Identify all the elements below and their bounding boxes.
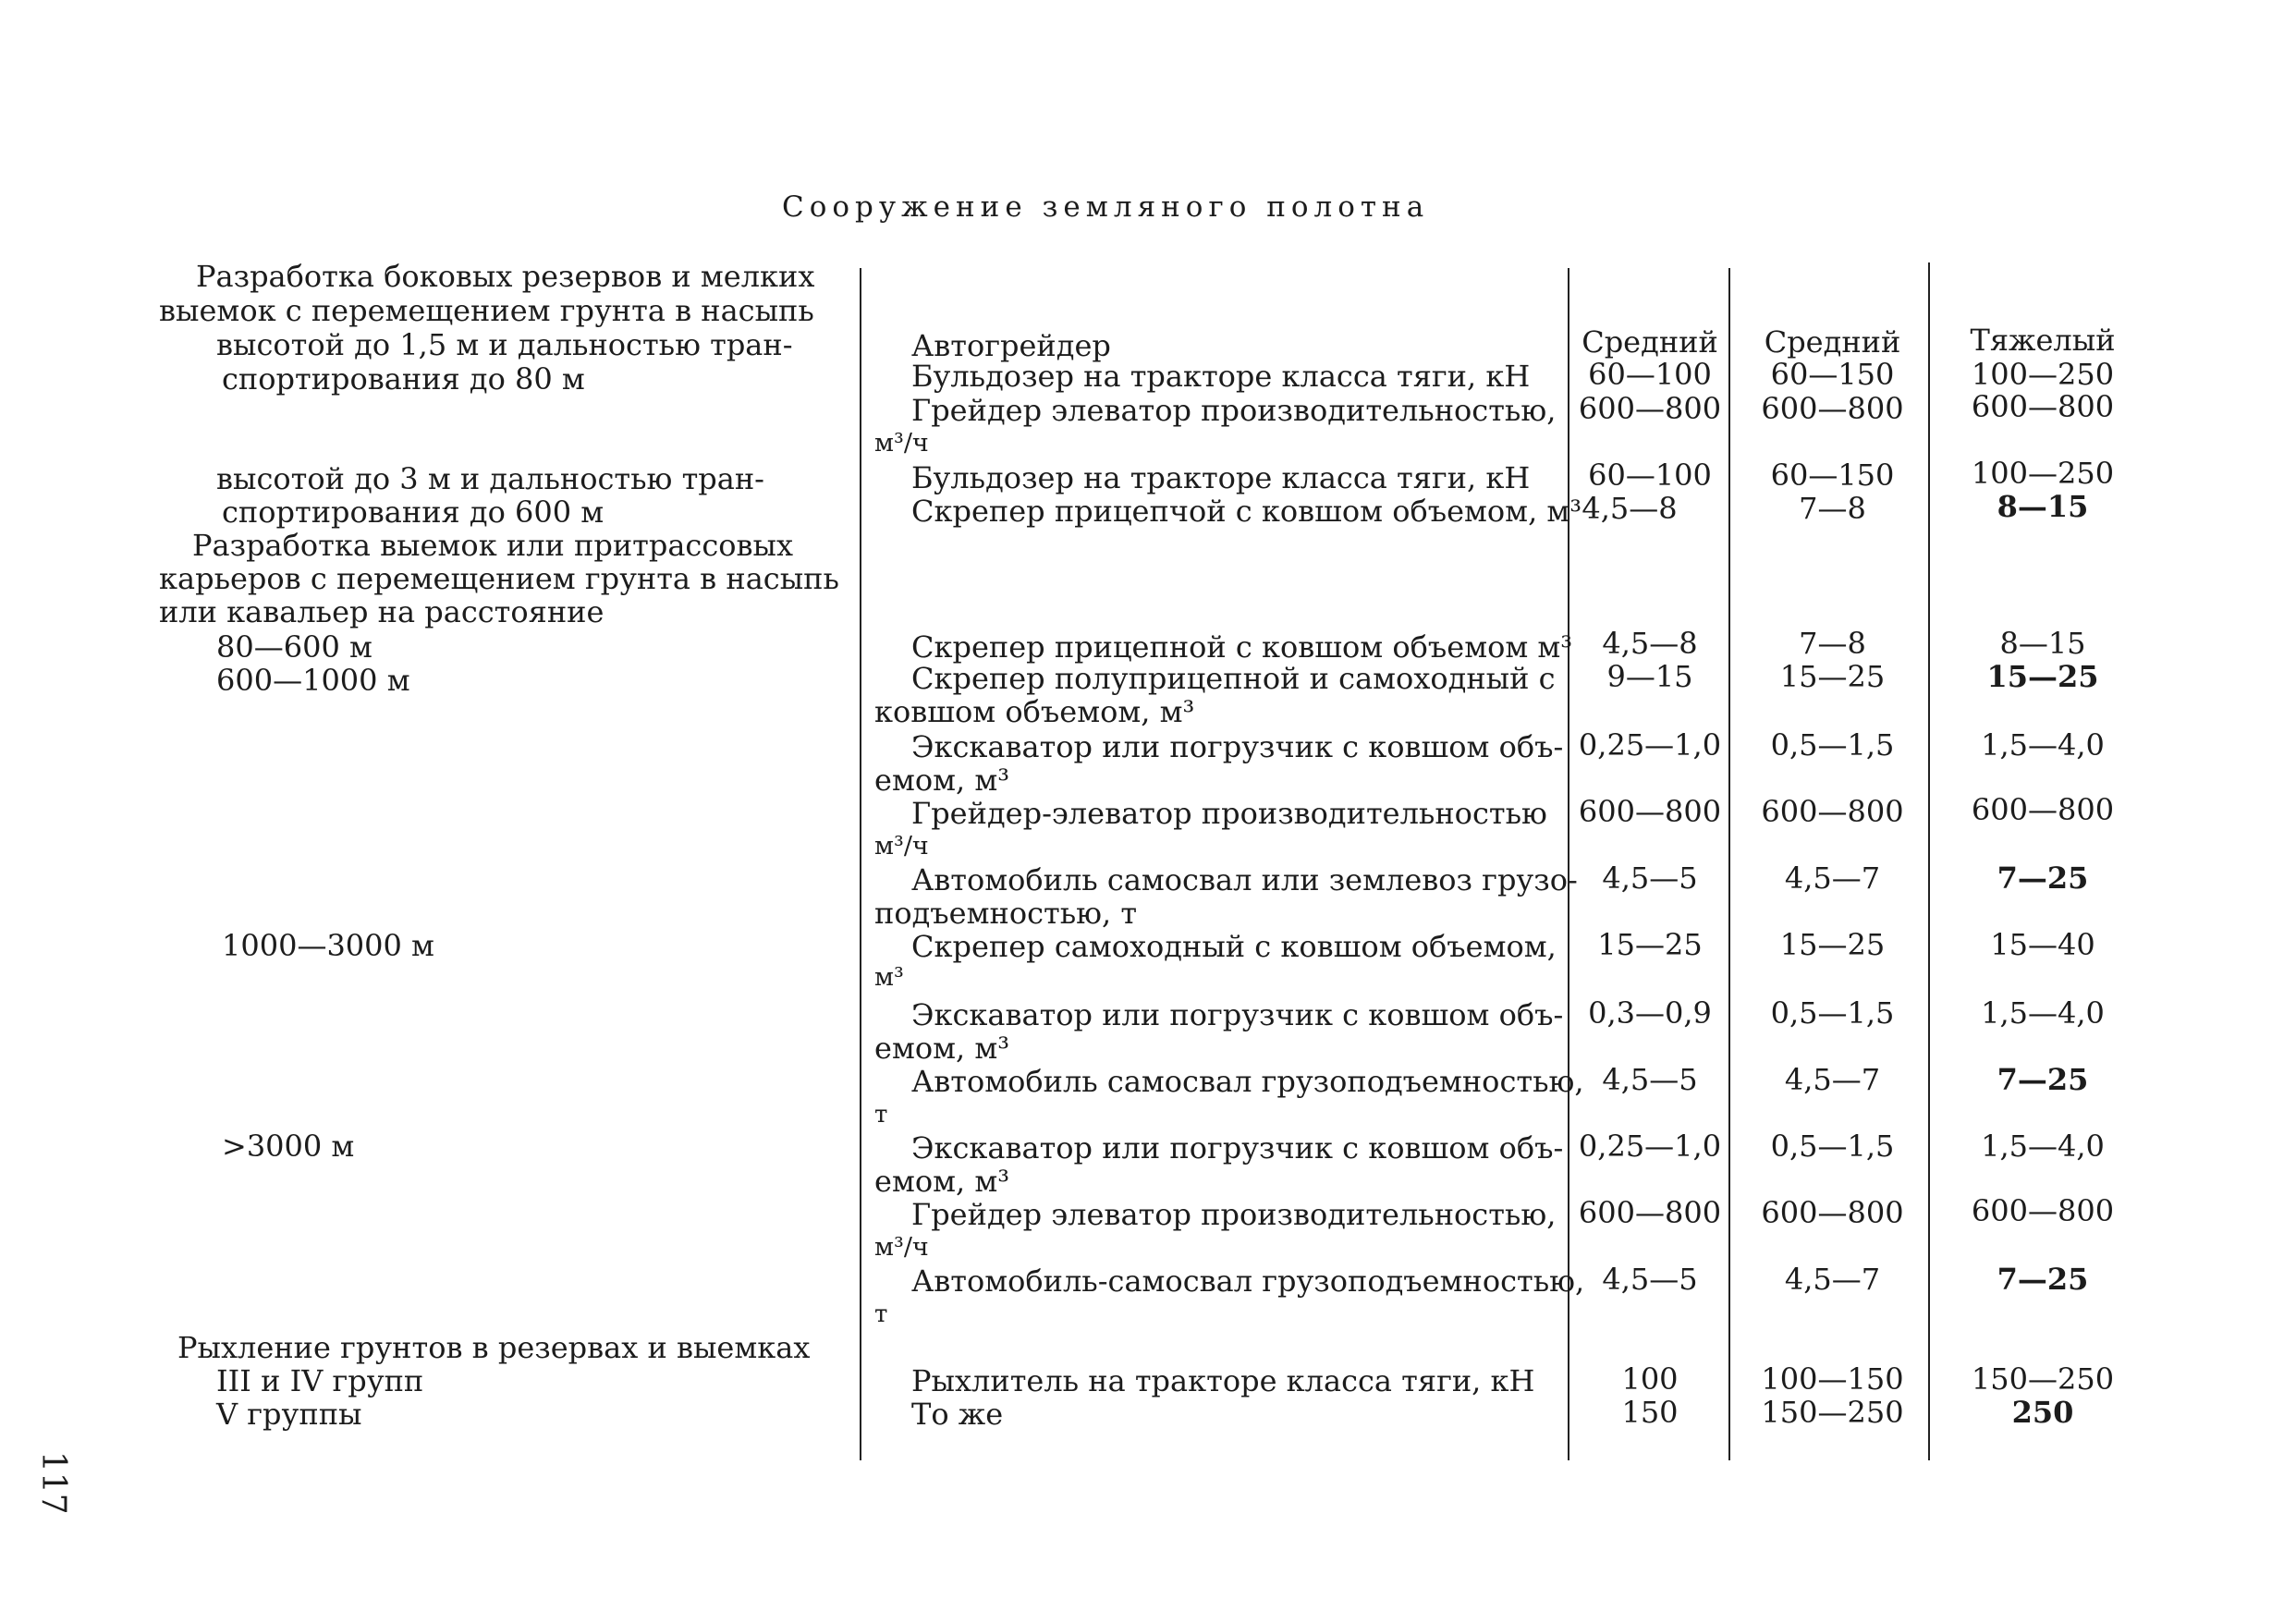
value-heavy: 250: [2011, 1395, 2074, 1430]
work-type-heading: или кавальер на расстояние: [159, 594, 605, 629]
work-subtype: спортирования до 600 м: [222, 494, 605, 530]
value-heavy: 15—25: [1986, 659, 2099, 694]
machine-name: Автогрейдер: [911, 328, 1111, 363]
work-type-heading: Рыхление грунтов в резервах и выемках: [177, 1330, 811, 1365]
value-heavy: 8—15: [1997, 489, 2089, 524]
machine-name-continued: емом, м³: [874, 763, 1010, 798]
machine-name: Автомобиль самосвал или землевоз грузо-: [911, 862, 1578, 897]
value-medium-2: 15—25: [1779, 927, 1886, 962]
value-medium-1: 600—800: [1578, 391, 1722, 426]
work-type-heading: выемок с перемещением грунта в насыпь: [159, 293, 814, 328]
value-heavy: 600—800: [1971, 389, 2115, 424]
value-medium-2: 15—25: [1779, 659, 1886, 694]
value-medium-1: 0,25—1,0: [1578, 1129, 1722, 1164]
value-medium-2: 0,5—1,5: [1770, 727, 1895, 763]
value-medium-2: 7—8: [1799, 626, 1866, 661]
value-heavy: 100—250: [1971, 357, 2115, 392]
distance-range: 1000—3000 м: [222, 928, 434, 963]
value-heavy: 1,5—4,0: [1981, 995, 2105, 1031]
category-medium: Средний: [1582, 324, 1718, 360]
machine-name-continued: т: [874, 1300, 888, 1328]
machine-name: Скрепер полуприцепной и самоходный с: [911, 661, 1556, 696]
machine-name: Бульдозер на тракторе класса тяги, кН: [911, 460, 1531, 495]
machine-name: Скрепер прицепной с ковшом объемом м³: [911, 629, 1573, 665]
value-heavy: 7—25: [1997, 860, 2089, 896]
soil-group: III и IV групп: [216, 1363, 424, 1398]
column-divider: [1728, 268, 1730, 1460]
machine-name: Автомобиль самосвал грузоподъемностью,: [911, 1064, 1584, 1099]
machine-name: То же: [911, 1397, 1004, 1432]
value-medium-2: 4,5—7: [1784, 1062, 1881, 1097]
machine-name-continued: подъемностью, т: [874, 896, 1138, 931]
value-medium-1: 4,5—8: [1582, 491, 1678, 526]
page-title: Сооружение земляного полотна: [782, 190, 1430, 224]
value-medium-2: 4,5—7: [1784, 860, 1881, 896]
work-subtype: высотой до 1,5 м и дальностью тран-: [216, 327, 793, 362]
machine-name: Рыхлитель на тракторе класса тяги, кН: [911, 1363, 1535, 1398]
value-heavy: 1,5—4,0: [1981, 1129, 2105, 1164]
machine-name: Экскаватор или погрузчик с ковшом объ-: [911, 1130, 1564, 1166]
machine-name: Грейдер-элеватор производительностью: [911, 796, 1547, 831]
value-heavy: 100—250: [1971, 456, 2115, 491]
value-medium-1: 100: [1621, 1361, 1679, 1397]
work-type-heading: Разработка выемок или притрассовых: [192, 528, 794, 563]
page-number: 117: [34, 1451, 72, 1515]
value-medium-1: 4,5—5: [1602, 1262, 1698, 1297]
value-medium-1: 600—800: [1578, 1195, 1722, 1230]
value-heavy: 8—15: [1999, 626, 2086, 661]
value-medium-1: 600—800: [1578, 794, 1722, 829]
value-medium-2: 4,5—7: [1784, 1262, 1881, 1297]
machine-name: Скрепер самоходный с ковшом объемом,: [911, 929, 1557, 964]
distance-range: 600—1000 м: [216, 663, 410, 698]
machine-name-continued: м³/ч: [874, 1233, 929, 1262]
work-type-heading: Разработка боковых резервов и мелких: [196, 259, 815, 294]
value-medium-1: 4,5—8: [1602, 626, 1698, 661]
value-medium-2: 7—8: [1799, 491, 1866, 526]
value-medium-1: 0,25—1,0: [1578, 727, 1722, 763]
machine-name-continued: т: [874, 1101, 888, 1129]
machine-name: Экскаватор или погрузчик с ковшом объ-: [911, 729, 1564, 764]
value-medium-1: 60—100: [1588, 357, 1712, 392]
value-heavy: 7—25: [1997, 1262, 2089, 1297]
work-subtype: высотой до 3 м и дальностью тран-: [216, 461, 764, 496]
value-heavy: 600—800: [1971, 792, 2115, 827]
value-medium-2: 0,5—1,5: [1770, 995, 1895, 1031]
value-medium-2: 600—800: [1761, 794, 1904, 829]
machine-name: Грейдер элеватор производительностью,: [911, 393, 1557, 428]
category-heavy: Тяжелый: [1970, 323, 2116, 358]
column-divider: [1928, 262, 1930, 1460]
distance-range: 80—600 м: [216, 629, 372, 665]
machine-name-continued: м³/ч: [874, 832, 929, 860]
value-medium-2: 60—150: [1770, 458, 1895, 493]
column-divider: [860, 268, 861, 1460]
value-heavy: 1,5—4,0: [1981, 727, 2105, 763]
distance-range: >3000 м: [222, 1129, 355, 1164]
value-medium-1: 0,3—0,9: [1588, 995, 1712, 1031]
value-heavy: 7—25: [1997, 1062, 2089, 1097]
work-subtype: спортирования до 80 м: [222, 361, 585, 397]
category-medium: Средний: [1764, 324, 1901, 360]
value-heavy: 600—800: [1971, 1193, 2115, 1228]
value-medium-2: 150—250: [1761, 1395, 1904, 1430]
machine-name-continued: м³/ч: [874, 429, 929, 458]
value-heavy: 150—250: [1971, 1361, 2115, 1397]
machine-name-continued: емом, м³: [874, 1031, 1010, 1066]
value-medium-2: 0,5—1,5: [1770, 1129, 1895, 1164]
value-medium-1: 4,5—5: [1602, 860, 1698, 896]
value-medium-2: 600—800: [1761, 1195, 1904, 1230]
machine-name-continued: м³: [874, 963, 904, 992]
machine-name: Автомобиль-самосвал грузоподъемностью,: [911, 1263, 1585, 1299]
machine-name: Скрепер прицепчой с ковшом объемом, м³: [911, 494, 1582, 529]
value-medium-2: 100—150: [1761, 1361, 1904, 1397]
machine-name: Экскаватор или погрузчик с ковшом объ-: [911, 997, 1564, 1032]
value-medium-1: 60—100: [1588, 458, 1712, 493]
work-type-heading: карьеров с перемещением грунта в насыпь: [159, 561, 839, 596]
value-medium-2: 60—150: [1770, 357, 1895, 392]
machine-name: Бульдозер на тракторе класса тяги, кН: [911, 359, 1531, 394]
value-medium-1: 15—25: [1597, 927, 1703, 962]
value-medium-2: 600—800: [1761, 391, 1904, 426]
value-medium-1: 150: [1621, 1395, 1679, 1430]
soil-group: V группы: [216, 1397, 362, 1432]
machine-name: Грейдер элеватор производительностью,: [911, 1197, 1557, 1232]
value-medium-1: 4,5—5: [1602, 1062, 1698, 1097]
machine-name-continued: ковшом объемом, м³: [874, 694, 1195, 729]
value-heavy: 15—40: [1990, 927, 2095, 962]
machine-name-continued: емом, м³: [874, 1164, 1010, 1199]
value-medium-1: 9—15: [1606, 659, 1693, 694]
